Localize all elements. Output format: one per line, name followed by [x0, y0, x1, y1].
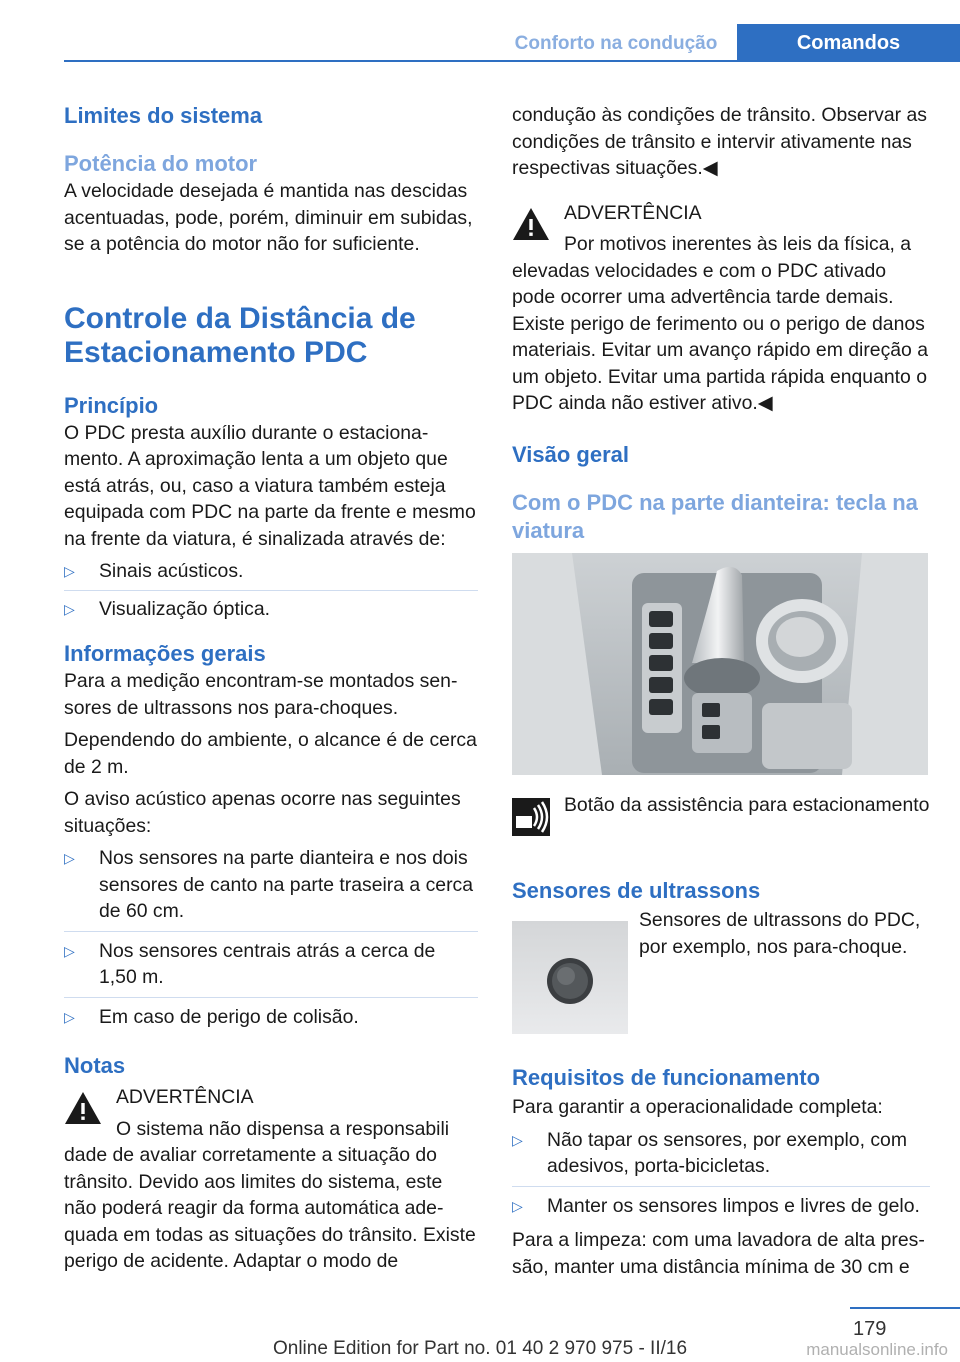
general-text-3: O aviso acústico apenas ocorre nas seguintes situações:: [64, 788, 461, 837]
list-item-text: Manter os sensores limpos e livres de gelo.: [547, 1194, 920, 1217]
list-item: [512, 1186, 930, 1220]
parking-button-caption: Botão da assistência para estacionamento: [564, 794, 930, 816]
center-console-illustration: [512, 553, 928, 775]
footer-rule: [850, 1307, 960, 1309]
ultrasonic-sensor-photo: [512, 921, 628, 1034]
general-text-1: Para a medição encontram-se montados sensores de ultrassons nos para-choques.: [64, 670, 458, 719]
list-item-text: Visualização óptica.: [99, 597, 271, 620]
general-text-2: Dependendo do ambiente, o alcance é de cerca de 2 m.: [64, 729, 477, 778]
header-section-tab: Conforto na condução: [514, 33, 718, 54]
list-item-text: Sinais acústicos.: [99, 560, 244, 582]
section-title-line2: Estacionamento PDC: [64, 335, 368, 369]
list-item: [64, 590, 478, 623]
warning-title: ADVERTÊNCIA: [116, 1086, 254, 1108]
triangle-bullet-icon: ▷: [512, 1197, 523, 1214]
principle-text: O PDC presta auxílio durante o estacionamento. A aproximação lenta a um objeto que está atrás, ou, caso a viatura também esteja equipada com PDC na parte da frente e mesmo na frente da viatura, é sinalizada através de:: [64, 421, 476, 550]
warning-triangle-icon: [512, 206, 550, 242]
continued-text: condução às condições de trânsito. Observar as condições de trânsito e intervir ativamente nas respectivas situações.◀: [512, 104, 927, 179]
warning-first-line: Por motivos inerentes às leis da física, a: [564, 233, 912, 255]
right-column: [512, 100, 930, 545]
warning-block: [64, 1084, 478, 1275]
warning-text: elevadas velocidades e com o PDC ativado pode ocorrer uma advertência tarde demais. Existe perigo de ferimento ou o perigo de danos materiais. Evitar um avanço rápido em direção a um objeto. Evitar uma partida rápida enquanto o PDC ainda não estiver ativo.◀: [512, 259, 929, 414]
heading-notes: Notas: [64, 1053, 126, 1078]
list-item-text: Nos sensores centrais atrás a cerca de 1,50 m.: [99, 939, 436, 988]
footer-edition: Online Edition for Part no. 01 40 2 970 975 - II/16: [272, 1338, 688, 1359]
heading-ultrasonic-sensors: Sensores de ultrassons: [512, 878, 761, 903]
warning-text: dade de avaliar corretamente a situação do trânsito. Devido aos limites do sistema, este não poderá reagir da forma automática adequada em todas as situações do trânsito. Existe perigo de acidente. Adaptar o modo de: [64, 1144, 476, 1272]
footer-watermark: manualsonline.info: [806, 1340, 948, 1359]
list-item-text: Nos sensores na parte dianteira e nos dois sensores de canto na parte traseira a cerca de 60 cm.: [99, 847, 474, 922]
triangle-bullet-icon: ▷: [64, 1008, 75, 1025]
heading-engine-power: Potência do motor: [64, 151, 258, 176]
requirements-section: [512, 1064, 930, 1280]
sensor-illustration: [512, 921, 628, 1034]
warning-title: ADVERTÊNCIA: [564, 201, 702, 224]
triangle-bullet-icon: ▷: [64, 850, 75, 866]
heading-principle: Princípio: [64, 392, 159, 418]
list-item: [64, 997, 478, 1031]
list-item-text: Não tapar os sensores, por exemplo, com adesivos, porta-bicicletas.: [547, 1128, 907, 1177]
warning-first-line: O sistema não dispensa a responsabili: [116, 1117, 450, 1140]
requirements-text: Para garantir a operacionalidade completa:: [512, 1096, 883, 1118]
heading-overview: Visão geral: [512, 441, 629, 467]
triangle-bullet-icon: ▷: [64, 942, 75, 959]
list-item: [512, 1127, 930, 1186]
principle-list: [64, 558, 478, 622]
engine-power-text: A velocidade desejada é mantida nas descidas acentuadas, pode, porém, diminuir em subidas, se a potência do motor não for suficiente.: [64, 180, 473, 255]
warning-block: [512, 200, 930, 417]
parking-button-entry: [512, 792, 930, 819]
heading-front-pdc: Com o PDC na parte dianteira: tecla na viatura: [512, 489, 918, 543]
header-chapter-tab: Comandos: [737, 24, 960, 62]
section-title-line1: Controle da Distância de: [64, 301, 416, 335]
list-item: [64, 931, 478, 997]
requirements-list: [512, 1127, 930, 1220]
page-number: 179: [853, 1318, 887, 1340]
list-item-text: Em caso de perigo de colisão.: [99, 1005, 359, 1028]
general-list: [64, 845, 478, 1030]
triangle-bullet-icon: ▷: [64, 563, 75, 579]
cleaning-text: Para a limpeza: com uma lavadora de alta pressão, manter uma distância mínima de 30 cm e: [512, 1229, 925, 1278]
heading-general-info: Informações gerais: [64, 641, 266, 666]
header-rule: [64, 60, 960, 62]
list-item: [64, 558, 478, 590]
triangle-bullet-icon: ▷: [512, 1131, 523, 1148]
left-column: [64, 100, 478, 1275]
sensors-text: Sensores de ultrassons do PDC, por exemplo, nos para-choque.: [639, 909, 921, 958]
heading-system-limits: Limites do sistema: [64, 103, 263, 128]
parking-assist-button-icon: [512, 798, 550, 836]
triangle-bullet-icon: ▷: [64, 600, 75, 617]
list-item: [64, 845, 478, 931]
heading-requirements: Requisitos de funcionamento: [512, 1065, 821, 1090]
center-console-photo: [512, 553, 928, 775]
warning-triangle-icon: [64, 1090, 102, 1126]
